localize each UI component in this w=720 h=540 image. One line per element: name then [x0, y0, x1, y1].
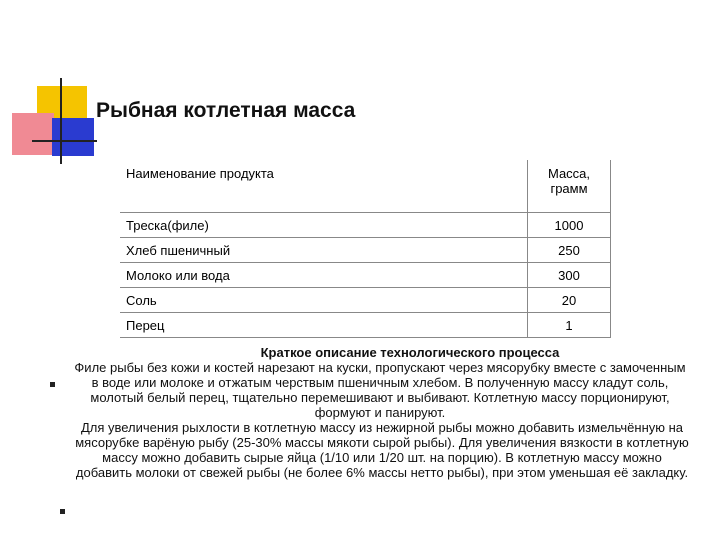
- slide-title: Рыбная котлетная масса: [96, 99, 356, 122]
- bullet-icon: [50, 382, 55, 387]
- process-description: [50, 345, 690, 480]
- paragraph-2-text: Для увеличения рыхлости в котлетную массу из нежирной рыбы можно добавить измельчённую на мясорубке варёную рыбу (25-30% массы мякоти сырой рыбы). Для увеличения вязкости в котлетную массу можно добавить сырые яйца (1/10 или 1/20 шт. на порцию). В котлетную массу можно добавить молоки от свежей рыбы (не более 6% массы нетто рыбы), при этом уменьшая её закладку.: [75, 420, 689, 480]
- decor-blue-square: [52, 118, 94, 156]
- product-mass: 1: [528, 313, 611, 338]
- table-row: [120, 288, 611, 313]
- description-paragraph-2: [50, 420, 690, 480]
- product-mass: 20: [528, 288, 611, 313]
- header-mass-line1: Масса,: [547, 166, 591, 181]
- description-heading: Краткое описание технологического процесса: [260, 345, 560, 360]
- decor-vertical-line: [60, 78, 62, 164]
- table-header-row: [120, 160, 611, 213]
- description-paragraph-1: [50, 360, 690, 420]
- header-mass: [528, 160, 611, 213]
- decor-horizontal-line: [32, 140, 97, 142]
- paragraph-1-text: Филе рыбы без кожи и костей нарезают на куски, пропускают через мясорубку вместе с замоченным в воде или молоке и отжатым черствым пшеничным хлебом. В полученную массу кладут соль, молотый белый перец, тщательно перемешивают и выбивают. Котлетную массу порционируют, формуют и панируют.: [74, 360, 686, 420]
- header-mass-line2: грамм: [550, 181, 588, 196]
- product-name: Молоко или вода: [120, 263, 528, 288]
- product-mass: 300: [528, 263, 611, 288]
- decor-red-square: [12, 113, 54, 155]
- product-mass: 250: [528, 238, 611, 263]
- bullet-icon: [60, 509, 65, 514]
- product-name: Соль: [120, 288, 528, 313]
- product-name: Хлеб пшеничный: [120, 238, 528, 263]
- product-name: Перец: [120, 313, 528, 338]
- product-mass: 1000: [528, 213, 611, 238]
- table-row: [120, 313, 611, 338]
- product-name: Треска(филе): [120, 213, 528, 238]
- header-product-name: Наименование продукта: [120, 160, 528, 213]
- table-row: [120, 263, 611, 288]
- table-row: [120, 213, 611, 238]
- table-row: [120, 238, 611, 263]
- products-table: [120, 160, 611, 338]
